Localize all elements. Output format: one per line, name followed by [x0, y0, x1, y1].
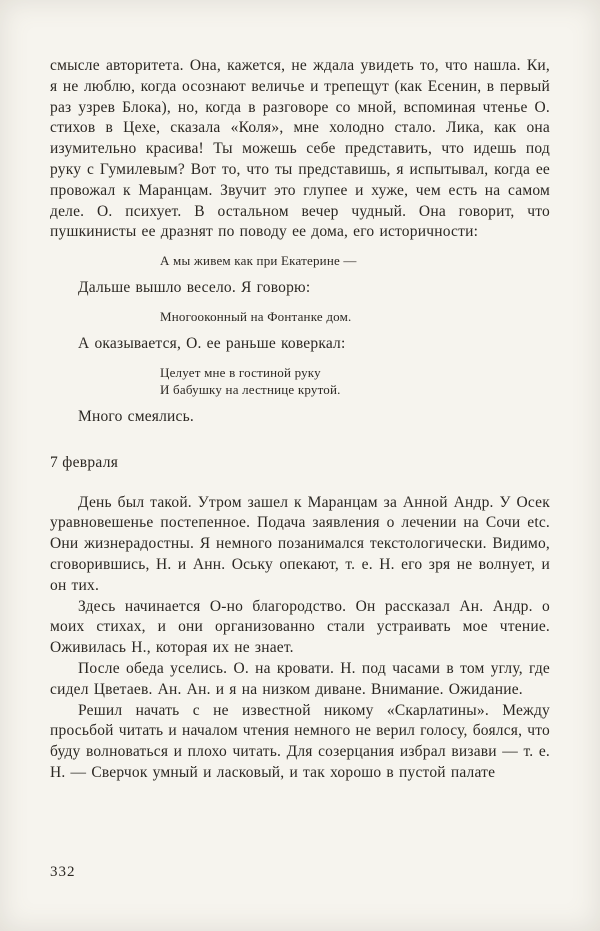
- verse-quote: [160, 252, 550, 269]
- verse-line: Многооконный на Фонтанке дом.: [160, 308, 352, 324]
- date-heading: 7 февраля: [50, 453, 119, 471]
- verse-line: А мы живем как при Екатерине —: [160, 253, 357, 269]
- verse-line: Целует мне в гостиной руку: [160, 364, 321, 380]
- verse-quote: [160, 364, 550, 398]
- paragraph: А оказывается, О. ее раньше коверкал:: [78, 334, 346, 352]
- paragraph-continuation: смысле авторитета. Она, кажется, не ждала увидеть то, что нашла. Ки, я не люблю, когда осознают величье и трепещут (как Есенин, в первый раз узрев Блока), но, когда в разговоре со мной, вспоминая чтенье О. стихов в Цехе, сказала «Коля», мне холодно стало. Лика, как она изумительно красива! Ты можешь себе представить, что идешь под руку с Гумилевым? Вот то, что ты представишь, я испытывал, когда ее провожал к Маранцам. Звучит это глупее и хуже, чем есть на самом деле. О. психует. В остальном вечер чудный. Она говорит, что пушкинисты ее дразнят по поводу ее дома, его историчности:: [50, 57, 550, 241]
- paragraph: После обеда уселись. О. на кровати. Н. под часами в том углу, где сидел Цветаев. Ан. Ан. и я на низком диване. Внимание. Ожидание.: [50, 659, 550, 698]
- verse-line: И бабушку на лестнице крутой.: [160, 381, 341, 397]
- page-number: 332: [50, 864, 76, 880]
- verse-quote: [160, 308, 550, 325]
- paragraph: Много смеялись.: [78, 407, 194, 425]
- paragraph: День был такой. Утром зашел к Маранцам за Анной Андр. У Осек уравновешенье постепенное. Подача заявления о лечении на Сочи etc. Они жизнерадостны. Я немного позанимался текстологически. Видимо, сговорившись, Н. и Анн. Оську опекают, т. е. Н. его зря не волнует, и он тих.: [50, 493, 550, 594]
- paragraph: Здесь начинается О-но благородство. Он рассказал Ан. Андр. о моих стихах, и они организованно стали устраивать мое чтение. Оживилась Н., которая их не знает.: [50, 597, 550, 657]
- paragraph: Решил начать с не известной никому «Скарлатины». Между просьбой читать и началом чтения немного не верил голосу, боялся, что буду волноваться и плохо читать. Для созерцания избрал визави — т. е. Н. — Сверчок умный и ласковый, и так хорошо в пустой палате: [50, 701, 550, 781]
- paragraph: Дальше вышло весело. Я говорю:: [78, 279, 311, 297]
- text-block: [50, 56, 550, 784]
